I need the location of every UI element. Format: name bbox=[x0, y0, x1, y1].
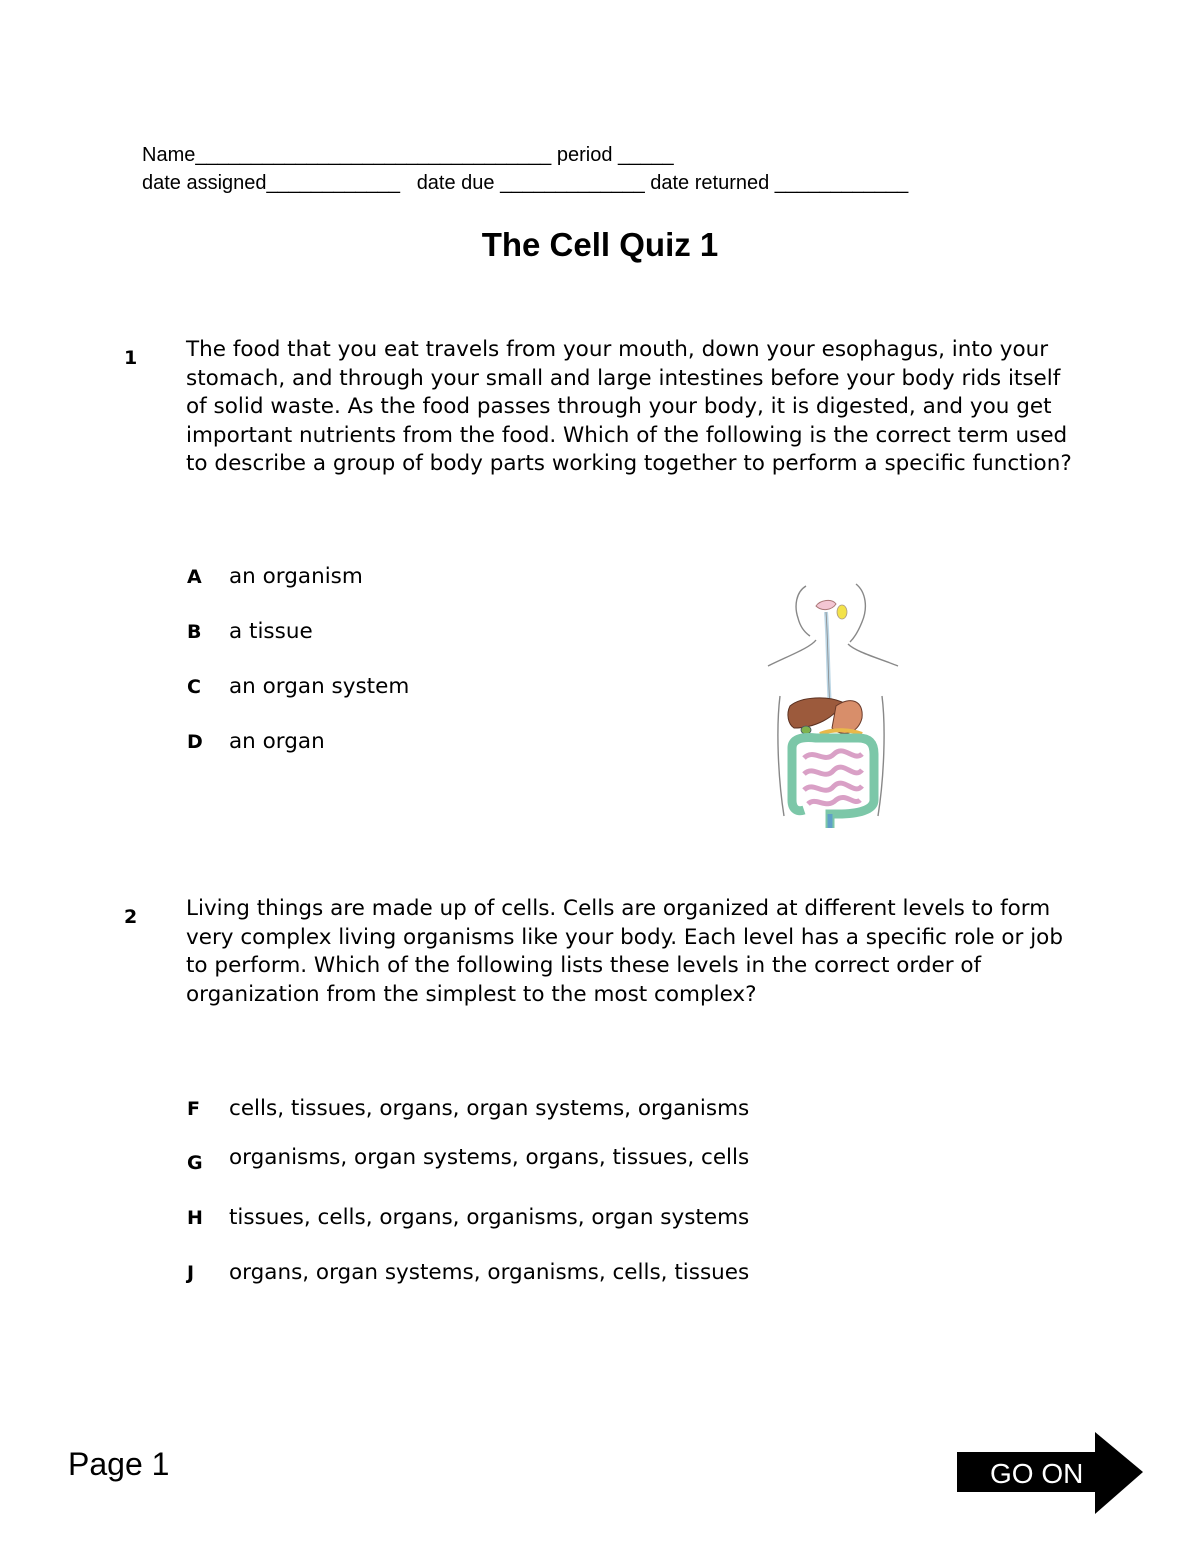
choice-letter: B bbox=[187, 621, 202, 643]
answer-choice[interactable] bbox=[187, 1145, 750, 1174]
choice-text: tissues, cells, organs, organisms, organ systems bbox=[229, 1205, 750, 1230]
answer-choice[interactable] bbox=[187, 619, 313, 644]
answer-choice[interactable] bbox=[187, 564, 363, 589]
question-text: The food that you eat travels from your mouth, down your esophagus, into your stomach, and through your small and large intestines before your body rids itself of solid waste. As the food passes through your body, it is digested, and you get important nutrients from the food. Which of the following is the correct term used to describe a group of body parts working together to perform a specific function? bbox=[186, 337, 1072, 477]
date-line: date assigned____________ date due _____________ date returned ____________ bbox=[142, 172, 909, 194]
choice-letter: C bbox=[187, 676, 201, 698]
choice-text: organs, organ systems, organisms, cells, tissues bbox=[229, 1260, 750, 1285]
answer-choice[interactable] bbox=[187, 1096, 749, 1121]
choice-text: an organ bbox=[229, 729, 325, 754]
choice-letter: A bbox=[187, 566, 202, 588]
page-number: Page 1 bbox=[68, 1446, 170, 1482]
choice-text: cells, tissues, organs, organ systems, organisms bbox=[229, 1096, 750, 1121]
answer-choice[interactable] bbox=[187, 1205, 749, 1230]
choice-letter: J bbox=[187, 1262, 195, 1284]
question-number: 2 bbox=[124, 906, 138, 928]
name-period-line: Name________________________________ period _____ bbox=[142, 144, 674, 166]
choice-letter: G bbox=[187, 1152, 203, 1174]
question-text: Living things are made up of cells. Cells are organized at different levels to form very complex living organisms like your body. Each level has a specific role or job to perform. Which of the following lists these levels in the correct order of organization from the simplest to the most complex? bbox=[186, 896, 1063, 1007]
choice-text: a tissue bbox=[229, 619, 313, 644]
page-title: The Cell Quiz 1 bbox=[481, 226, 719, 263]
answer-choice[interactable] bbox=[187, 1260, 749, 1285]
choice-letter: D bbox=[187, 731, 203, 753]
choice-text: an organism bbox=[229, 564, 363, 589]
answer-choice[interactable] bbox=[187, 674, 409, 699]
choice-text: an organ system bbox=[229, 674, 410, 699]
answer-choice[interactable] bbox=[187, 729, 325, 754]
choice-letter: F bbox=[187, 1098, 200, 1120]
go-on-label: GO ON bbox=[990, 1458, 1084, 1489]
choice-text: organisms, organ systems, organs, tissues, cells bbox=[229, 1145, 750, 1170]
question-number: 1 bbox=[124, 347, 138, 369]
choice-letter: H bbox=[187, 1207, 203, 1229]
digestive-system-illustration bbox=[758, 578, 908, 833]
